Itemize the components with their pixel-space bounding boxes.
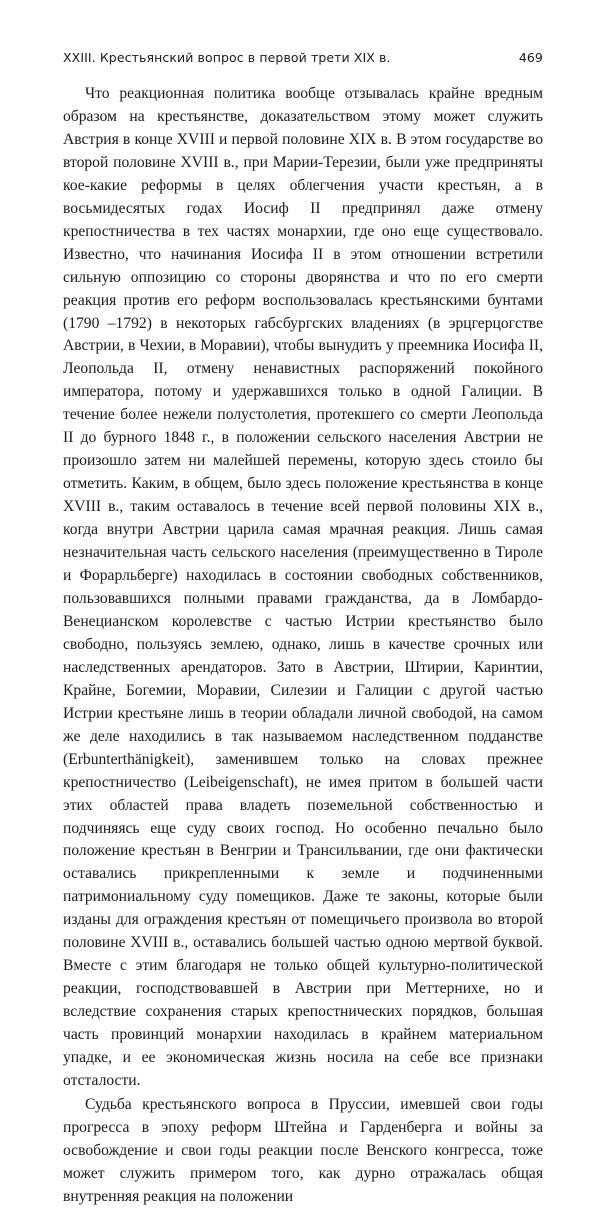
paragraph-prussia: Судьба крестьянского вопроса в Пруссии, имевшей свои годы прогресса в эпоху реформ Штейна и Гарденберга и войны за освобождение и свои годы реакции после Венского конгресса, тоже может служить примером того, как дурно отражалась общая внутренняя реакция на положении bbox=[63, 1095, 543, 1205]
body-text bbox=[63, 83, 543, 1209]
page-number: 469 bbox=[518, 50, 543, 65]
running-head-title: XXIII. Крестьянский вопрос в первой трети XIX в. bbox=[63, 50, 391, 65]
running-head bbox=[63, 50, 543, 70]
paragraph-austria: Что реакционная политика вообще отзывалась крайне вредным образом на крестьянстве, доказательством этому может служить Австрия в конце XVIII и первой половине XIX в. В этом государстве во второй половине XVIII в., при Марии-Терезии, были уже предприняты кое-какие реформы в целях облегчения участи крестьян, а в восьмидесятых годах Иосиф II предпринял даже отмену крепостничества в тех частях монархии, где оно еще существовало. Известно, что начинания Иосифа II в этом отношении встретили сильную оппозицию со стороны дворянства и что по его смерти реакция против его реформ воспользовалась крестьянскими бунтами (1790 –1792) в некоторых габсбургских владениях (в эрцгерцогстве Австрии, в Чехии, в Моравии), чтобы вынудить у преемника Иосифа II, Леопольда II, отмену ненавистных распоряжений покойного императора, потому и удержавшихся только в одной Галиции. В течение более нежели полустолетия, протекшего со смерти Леопольда II до бурного 1848 г., в положении сельского населения Австрии не произошло затем ни малейшей перемены, которую здесь стоило бы отметить. Каким, в общем, было здесь положение крестьянства в конце XVIII в., таким оставалось в течение всей первой половины XIX в., когда внутри Австрии царила самая мрачная реакция. Лишь самая незначительная часть сельского населения (преимущественно в Тироле и Форарльберге) находилась в состоянии свободных собственников, пользовавшихся полными правами гражданства, да в Ломбардо-Венецианском королевстве с частью Истрии крестьянство было свободно, пользуясь землею, однако, лишь в качестве срочных или наследственных арендаторов. Зато в Австрии, Штирии, Каринтии, Крайне, Богемии, Моравии, Силезии и Галиции с другой частью Истрии крестьяне лишь в теории обладали личной свободой, на самом же деле находились в так называемом наследственном подданстве (Erbunterthänigkeit), заменившем только на словах прежнее крепостничество (Leibeigenschaft), не имея притом в большей части этих областей права владеть поземельной собственностью и подчиняясь еще суду своих господ. Но особенно печально было положение крестьян в Венгрии и Трансильвании, где они фактически оставались прикрепленными к земле и подчиненными патримониальному суду помещиков. Даже те законы, которые были изданы для ограждения крестьян от помещичьего произвола во второй половине XVIII в., оставались большей частью одною мертвой буквой. Вместе с этим благодаря не только общей культурно-политической реакции, господствовавшей в Австрии при Меттернихе, но и вследствие сохранения старых крепостнических порядков, большая часть провинций монархии находилась в крайнем материальном упадке, и ее экономическая жизнь носила на себе все признаки отсталости. bbox=[63, 85, 543, 1089]
